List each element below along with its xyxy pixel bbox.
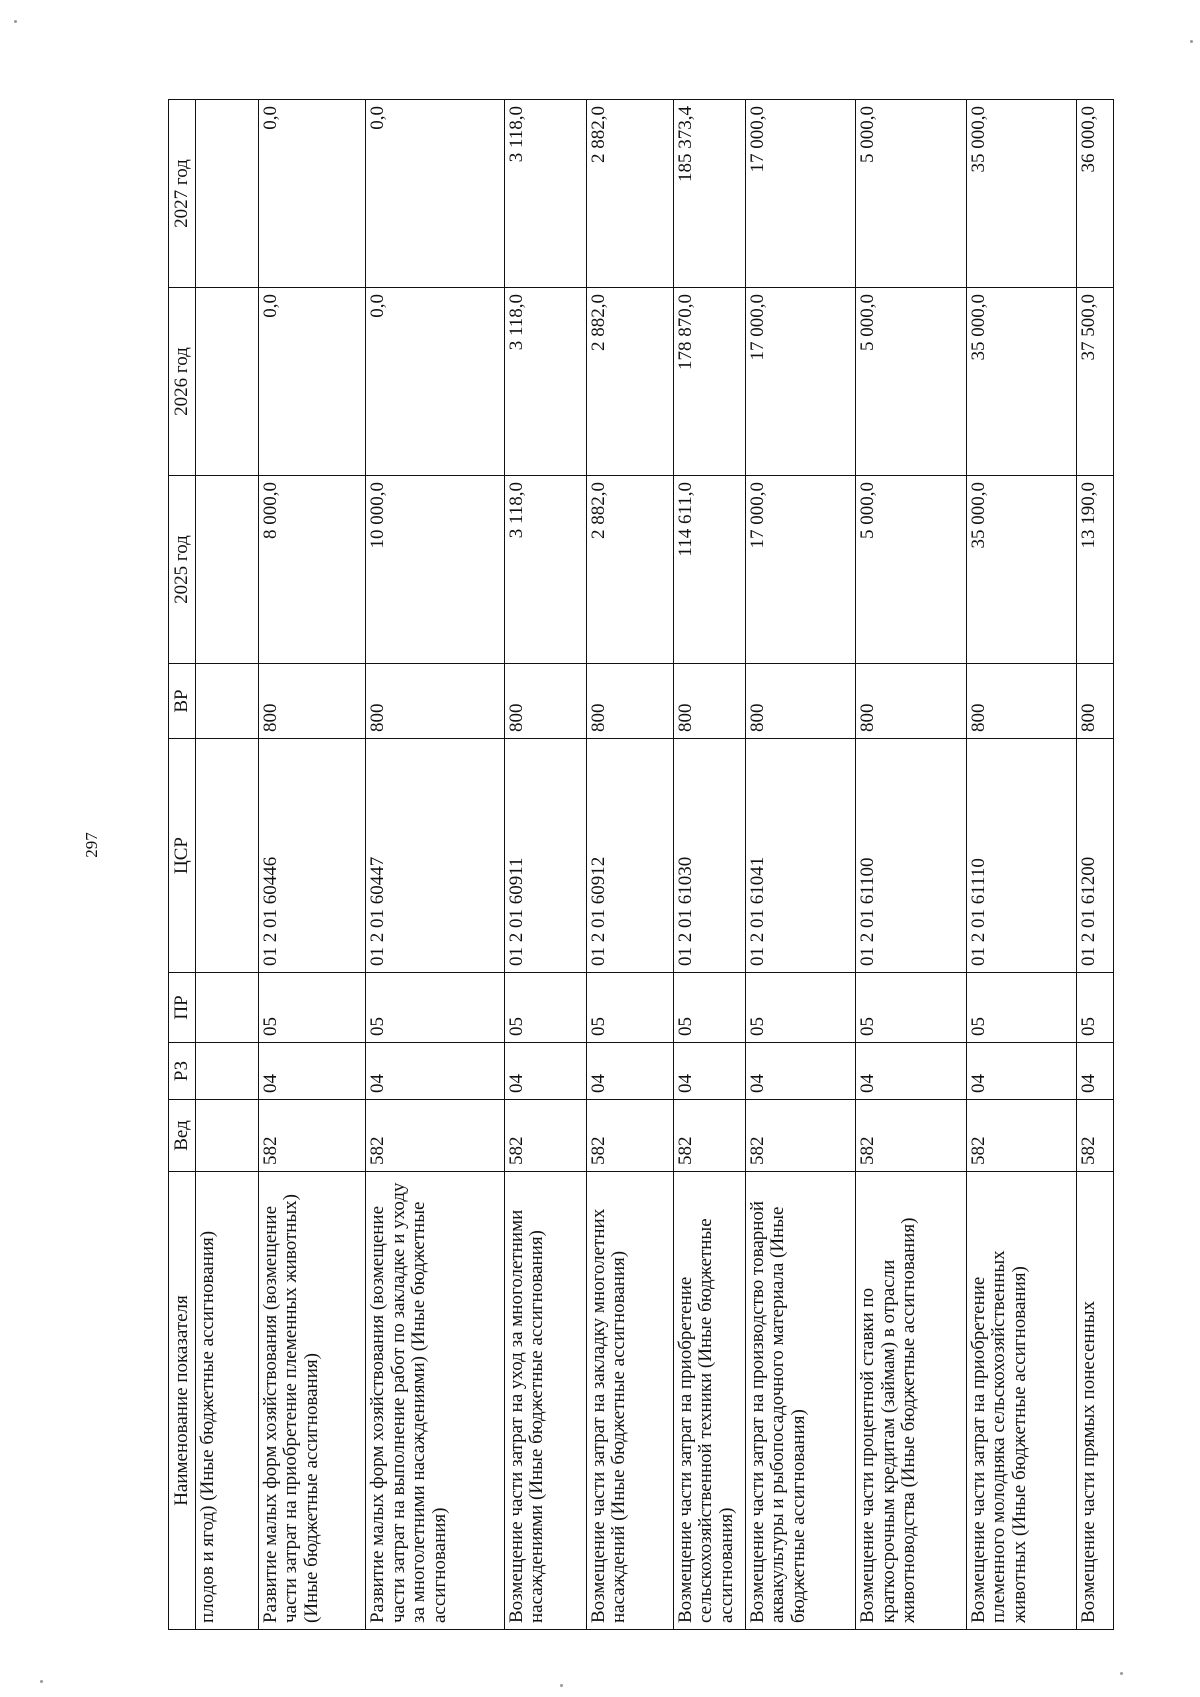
cell-ved: 582 xyxy=(366,1100,505,1172)
cell-2027: 185 373,4 xyxy=(673,100,745,288)
cell-vr xyxy=(196,664,259,739)
cell-2026: 0,0 xyxy=(258,288,365,476)
table-row xyxy=(966,100,1076,1630)
cell-rz: 04 xyxy=(586,1043,673,1100)
cell-2025: 10 000,0 xyxy=(366,476,505,664)
cell-ved: 582 xyxy=(586,1100,673,1172)
header-pr: ПР xyxy=(169,973,196,1043)
table-row xyxy=(504,100,586,1630)
cell-name: Возмещение части затрат на приобретение сельскохозяйственной техники (Иные бюджетные ассигнования) xyxy=(673,1172,745,1630)
cell-2026: 3 118,0 xyxy=(504,288,586,476)
cell-csr: 01 2 01 61110 xyxy=(966,739,1076,973)
cell-csr: 01 2 01 61200 xyxy=(1077,739,1114,973)
table-row xyxy=(673,100,745,1630)
cell-name: Возмещение части процентной ставки по краткосрочным кредитам (займам) в отрасли животноводства (Иные бюджетные ассигнования) xyxy=(856,1172,966,1630)
page-number: 297 xyxy=(82,832,101,858)
cell-ved: 582 xyxy=(258,1100,365,1172)
cell-2027: 3 118,0 xyxy=(504,100,586,288)
cell-csr: 01 2 01 60911 xyxy=(504,739,586,973)
cell-csr: 01 2 01 61041 xyxy=(745,739,855,973)
cell-2026: 5 000,0 xyxy=(856,288,966,476)
header-ved: Вед xyxy=(169,1100,196,1172)
cell-name: Возмещение части затрат на приобретение племенного молодняка сельскохозяйственных животных (Иные бюджетные ассигнования) xyxy=(966,1172,1076,1630)
scan-speck xyxy=(1190,40,1193,43)
cell-ved: 582 xyxy=(745,1100,855,1172)
cell-pr: 05 xyxy=(856,973,966,1043)
cell-pr xyxy=(196,973,259,1043)
cell-ved xyxy=(196,1100,259,1172)
cell-csr: 01 2 01 60447 xyxy=(366,739,505,973)
cell-vr: 800 xyxy=(586,664,673,739)
cell-name: Возмещение части затрат на производство товарной аквакультуры и рыбопосадочного материала (Иные бюджетные ассигнования) xyxy=(745,1172,855,1630)
cell-2027: 5 000,0 xyxy=(856,100,966,288)
table-row xyxy=(586,100,673,1630)
cell-name: Возмещение части прямых понесенных xyxy=(1077,1172,1114,1630)
cell-name: Возмещение части затрат на закладку многолетних насаждений (Иные бюджетные ассигнования) xyxy=(586,1172,673,1630)
cell-2026: 2 882,0 xyxy=(586,288,673,476)
cell-name: Развитие малых форм хозяйствования (возмещение части затрат на выполнение работ по закладке и уходу за многолетними насаждениями) (Иные бюджетные ассигнования) xyxy=(366,1172,505,1630)
header-2026: 2026 год xyxy=(169,288,196,476)
budget-table xyxy=(168,99,1114,1630)
cell-2025: 5 000,0 xyxy=(856,476,966,664)
cell-pr: 05 xyxy=(745,973,855,1043)
cell-vr: 800 xyxy=(258,664,365,739)
cell-2027 xyxy=(196,100,259,288)
cell-2025: 2 882,0 xyxy=(586,476,673,664)
cell-2026: 0,0 xyxy=(366,288,505,476)
cell-vr: 800 xyxy=(1077,664,1114,739)
cell-pr: 05 xyxy=(366,973,505,1043)
cell-pr: 05 xyxy=(1077,973,1114,1043)
cell-2027: 2 882,0 xyxy=(586,100,673,288)
cell-2025: 17 000,0 xyxy=(745,476,855,664)
cell-2026: 178 870,0 xyxy=(673,288,745,476)
cell-csr: 01 2 01 61030 xyxy=(673,739,745,973)
cell-rz: 04 xyxy=(966,1043,1076,1100)
cell-vr: 800 xyxy=(966,664,1076,739)
header-vr: ВР xyxy=(169,664,196,739)
cell-name: Развитие малых форм хозяйствования (возмещение части затрат на приобретение племенных животных) (Иные бюджетные ассигнования) xyxy=(258,1172,365,1630)
cell-2027: 0,0 xyxy=(258,100,365,288)
cell-2027: 17 000,0 xyxy=(745,100,855,288)
table-row xyxy=(745,100,855,1630)
cell-2026: 37 500,0 xyxy=(1077,288,1114,476)
cell-vr: 800 xyxy=(745,664,855,739)
cell-rz: 04 xyxy=(366,1043,505,1100)
cell-ved: 582 xyxy=(966,1100,1076,1172)
header-2027: 2027 год xyxy=(169,100,196,288)
cell-csr xyxy=(196,739,259,973)
cell-rz: 04 xyxy=(1077,1043,1114,1100)
cell-ved: 582 xyxy=(673,1100,745,1172)
cell-vr: 800 xyxy=(673,664,745,739)
cell-2027: 36 000,0 xyxy=(1077,100,1114,288)
cell-2025: 3 118,0 xyxy=(504,476,586,664)
cell-ved: 582 xyxy=(504,1100,586,1172)
table-row xyxy=(258,100,365,1630)
cell-pr: 05 xyxy=(586,973,673,1043)
table-row-continuation xyxy=(196,100,259,1630)
cell-rz: 04 xyxy=(673,1043,745,1100)
cell-csr: 01 2 01 60446 xyxy=(258,739,365,973)
cell-ved: 582 xyxy=(856,1100,966,1172)
cell-2026: 17 000,0 xyxy=(745,288,855,476)
cell-vr: 800 xyxy=(366,664,505,739)
cell-2027: 35 000,0 xyxy=(966,100,1076,288)
cell-2026 xyxy=(196,288,259,476)
table-header-row xyxy=(169,100,196,1630)
cell-2025: 13 190,0 xyxy=(1077,476,1114,664)
cell-csr: 01 2 01 60912 xyxy=(586,739,673,973)
table-row xyxy=(366,100,505,1630)
cell-pr: 05 xyxy=(966,973,1076,1043)
cell-name: Возмещение части затрат на уход за многолетними насаждениями (Иные бюджетные ассигнования) xyxy=(504,1172,586,1630)
cell-rz: 04 xyxy=(504,1043,586,1100)
cell-pr: 05 xyxy=(673,973,745,1043)
header-csr: ЦСР xyxy=(169,739,196,973)
header-rz: РЗ xyxy=(169,1043,196,1100)
cell-ved: 582 xyxy=(1077,1100,1114,1172)
cell-rz: 04 xyxy=(856,1043,966,1100)
cell-2025 xyxy=(196,476,259,664)
scan-speck xyxy=(14,20,17,23)
budget-table-container xyxy=(168,100,1114,1630)
scan-speck xyxy=(1120,1672,1123,1675)
cell-pr: 05 xyxy=(258,973,365,1043)
cell-2025: 8 000,0 xyxy=(258,476,365,664)
cell-2025: 35 000,0 xyxy=(966,476,1076,664)
cell-vr: 800 xyxy=(504,664,586,739)
cell-2027: 0,0 xyxy=(366,100,505,288)
cell-name: плодов и ягод) (Иные бюджетные ассигнования) xyxy=(196,1172,259,1630)
cell-2026: 35 000,0 xyxy=(966,288,1076,476)
table-row xyxy=(856,100,966,1630)
header-2025: 2025 год xyxy=(169,476,196,664)
cell-vr: 800 xyxy=(856,664,966,739)
cell-rz: 04 xyxy=(745,1043,855,1100)
cell-rz: 04 xyxy=(258,1043,365,1100)
scan-speck xyxy=(40,1680,43,1683)
cell-csr: 01 2 01 61100 xyxy=(856,739,966,973)
header-name: Наименование показателя xyxy=(169,1172,196,1630)
cell-rz xyxy=(196,1043,259,1100)
cell-pr: 05 xyxy=(504,973,586,1043)
scan-speck xyxy=(560,1684,563,1687)
table-row xyxy=(1077,100,1114,1630)
cell-2025: 114 611,0 xyxy=(673,476,745,664)
